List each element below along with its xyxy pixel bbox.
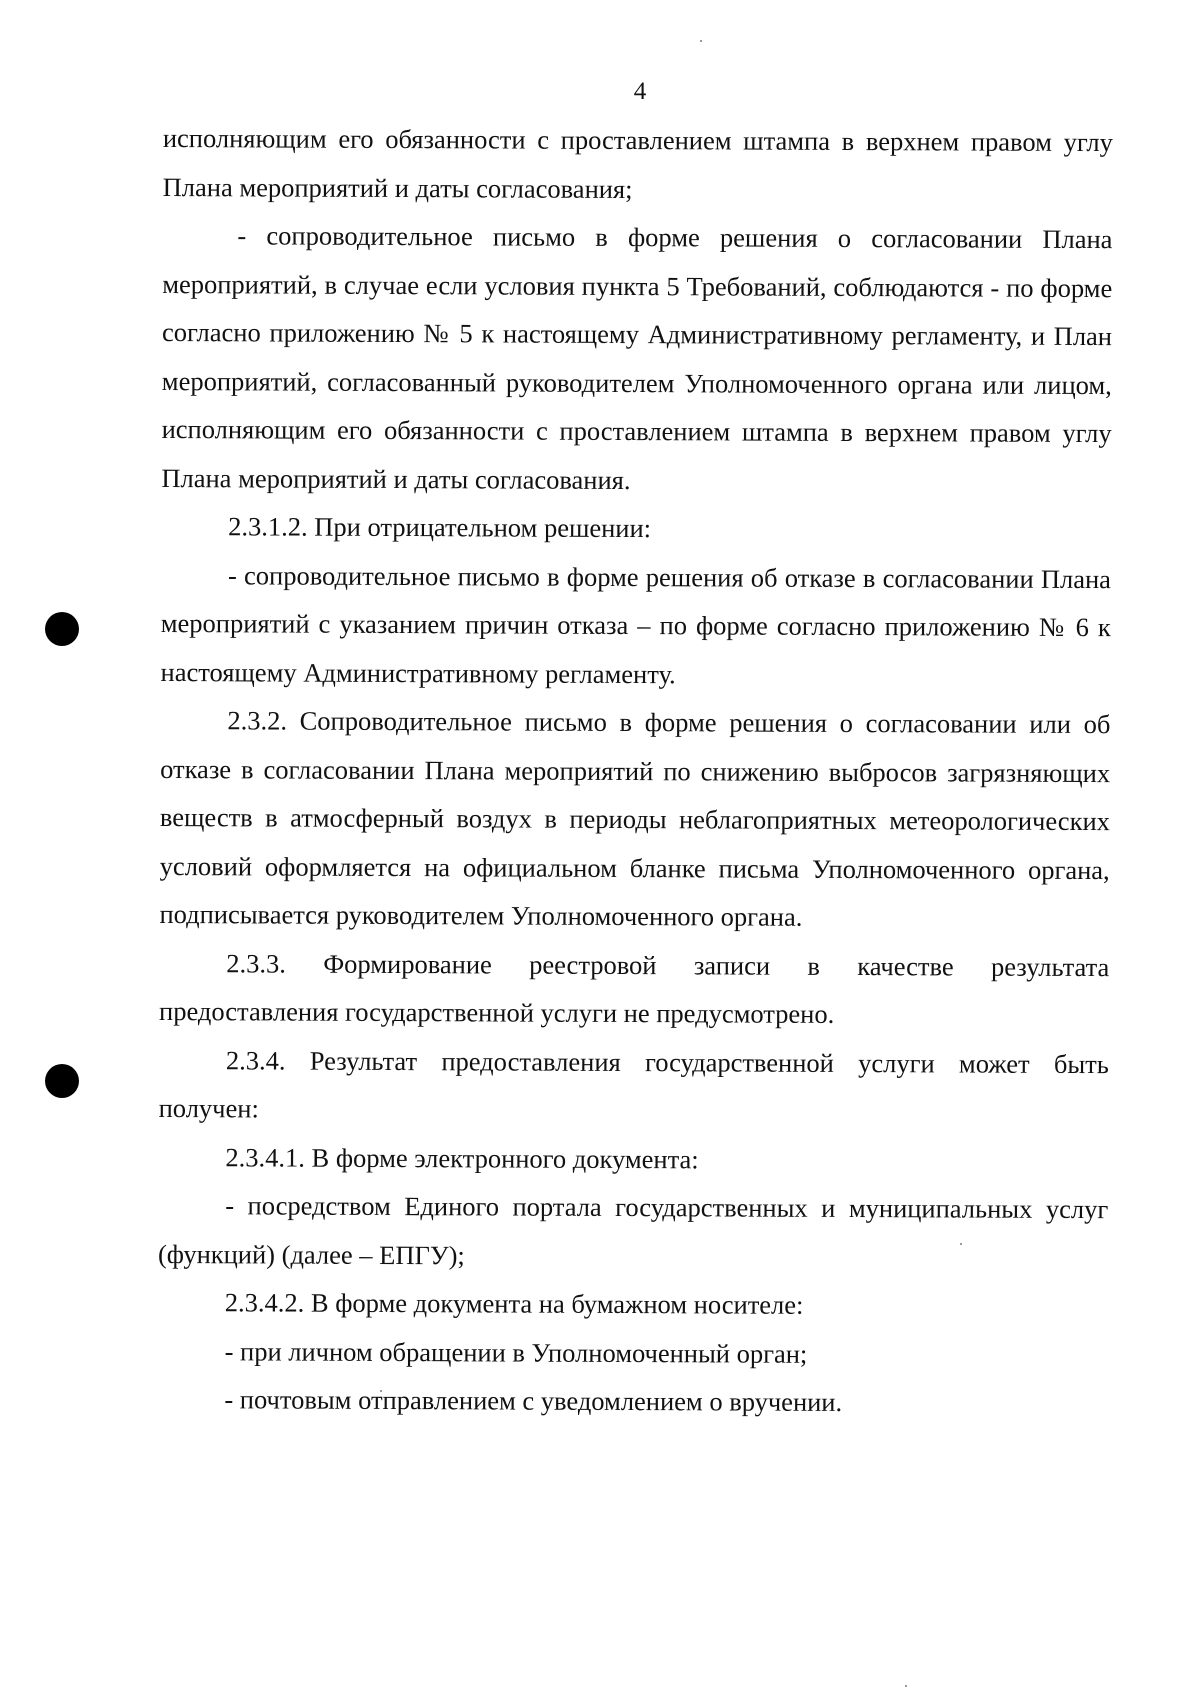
- document-body: [157, 114, 1113, 1428]
- paragraph-2-3-3: 2.3.3. Формирование реестровой записи в качестве результата предоставления государственной услуги не предусмотрено.: [159, 947, 1110, 1029]
- paragraph-postal-delivery: - почтовым отправлением с уведомлением о вручении.: [224, 1384, 843, 1417]
- paragraph-2-3-4-2: 2.3.4.2. В форме документа на бумажном носителе:: [224, 1287, 804, 1320]
- scan-speck: [700, 40, 702, 42]
- paragraph-heading-2-3-1-2: 2.3.1.2. При отрицательном решении:: [228, 511, 652, 544]
- paragraph-epgu: - посредством Единого портала государственных и муниципальных услуг (функций) (далее – ЕПГУ);: [157, 1190, 1109, 1270]
- paragraph-continuation: исполняющим его обязанности с проставлением штампа в верхнем правом углу Плана мероприятий и даты согласования;: [162, 122, 1113, 204]
- paragraph-personal-visit: - при личном обращении в Уполномоченный орган;: [224, 1335, 808, 1369]
- paragraph-approval-letter: - сопроводительное письмо в форме решения о согласовании Плана мероприятий, в случае если условия пункта 5 Требований, соблюдаются - по форме согласно приложению № 5 к настоящему Административному регламенту, и План мероприятий, согласованный руководителем Уполномоченного органа или лицом, исполняющим его обязанности с проставлением штампа в верхнем правом углу Плана мероприятий и даты согласования.: [161, 220, 1113, 495]
- paragraph-refusal-letter: - сопроводительное письмо в форме решения об отказе в согласовании Плана мероприятий с указанием причин отказа – по форме согласно приложению № 6 к настоящему Административному регламенту.: [160, 559, 1112, 689]
- punch-hole: [45, 612, 79, 646]
- paragraph-2-3-4-1: 2.3.4.1. В форме электронного документа:: [225, 1141, 699, 1174]
- page-number: 4: [633, 78, 647, 105]
- paragraph-2-3-2: 2.3.2. Сопроводительное письмо в форме решения о согласовании или об отказе в согласовании Плана мероприятий по снижению выбросов загрязняющих веществ в атмосферный воздух в периоды неблагоприятных метеорологических условий оформляется на официальном бланке письма Уполномоченного органа, подписывается руководителем Уполномоченного органа.: [159, 705, 1111, 932]
- paragraph-2-3-4: 2.3.4. Результат предоставления государственной услуги может быть получен:: [158, 1044, 1109, 1124]
- punch-hole: [45, 1064, 79, 1098]
- scan-speck: [905, 1685, 907, 1687]
